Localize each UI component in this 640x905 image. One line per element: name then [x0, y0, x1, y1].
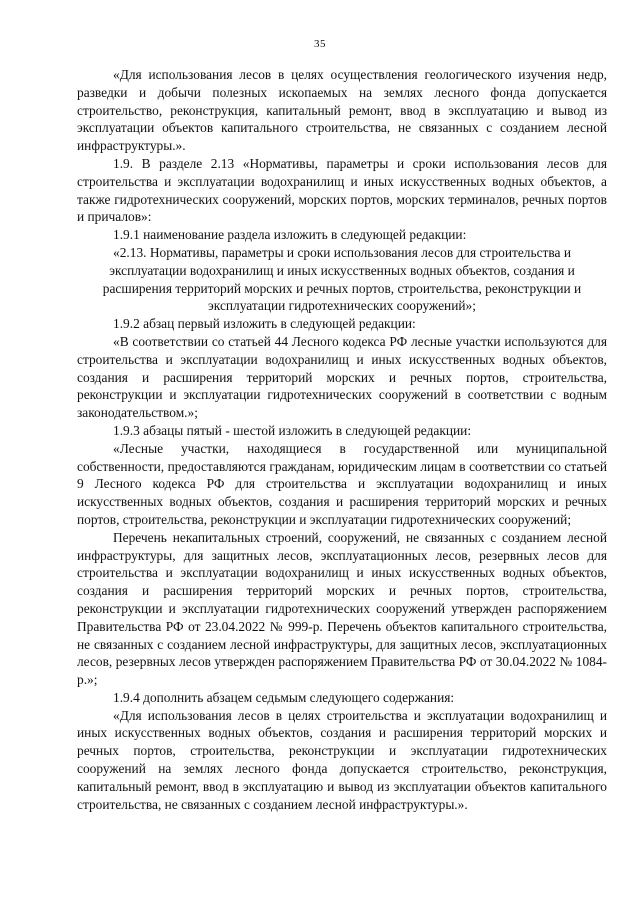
paragraph-quote-geology: «Для использования лесов в целях осуществления геологического изучения недр, разведки и добычи полезных ископаемых на землях лесного фонда допускается строительство, реконструкция, капитальный ремонт, ввод в эксплуатацию и вывод из эксплуатации объектов капитального строительства, не связанных с созданием лесной инфраструктуры.».: [77, 67, 607, 154]
paragraph-quote-reservoirs: «Для использования лесов в целях строительства и эксплуатации водохранилищ и иных искусственных водных объектов, создания и расширения территорий морских и речных портов, строительства, реконструкции и эксплуатации гидротехнических сооружений на землях лесного фонда допускается строительство, реконструкция, капитальный ремонт, ввод в эксплуатацию и вывод из эксплуатации объектов капитального строительства, не связанных с созданием лесной инфраструктуры.».: [77, 707, 607, 812]
paragraph-quote-land-plots: «Лесные участки, находящиеся в государственной или муниципальной собственности, предоставляются гражданам, юридическим лицам в соответствии со статьей 9 Лесного кодекса РФ для строительства и эксплуатации водохранилищ и иных искусственных водных объектов, создания и расширения территорий морских и речных портов, строительства, реконструкции и эксплуатации гидротехнических сооружений;: [77, 440, 607, 527]
paragraph-section-title-2-13: «2.13. Нормативы, параметры и сроки использования лесов для строительства и эксплуатации водохранилищ и иных искусственных водных объектов, создания и расширения территорий морских и речных портов, строительства, реконструкции и эксплуатации гидротехнических сооружений»;: [102, 244, 582, 314]
paragraph-list-of-structures: Перечень некапитальных строений, сооружений, не связанных с созданием лесной инфраструктуры, для защитных лесов, эксплуатационных лесов, резервных лесов для строительства и эксплуатации водохранилищ и иных искусственных водных объектов, создания и расширения территорий морских и речных портов, строительства, реконструкции и эксплуатации гидротехнических сооружений утвержден распоряжением Правительства РФ от 23.04.2022 № 999-р. Перечень объектов капитального строительства, не связанных с созданием лесной инфраструктуры, для защитных лесов, эксплуатационных лесов, резервных лесов утвержден распоряжением Правительства РФ от 30.04.2022 № 1084-р.»;: [77, 529, 607, 688]
paragraph-1-9-1: 1.9.1 наименование раздела изложить в следующей редакции:: [113, 227, 467, 243]
page-number: 35: [314, 38, 326, 50]
paragraph-1-9-3: 1.9.3 абзацы пятый - шестой изложить в следующей редакции:: [113, 422, 472, 438]
paragraph-quote-article-44: «В соответствии со статьей 44 Лесного кодекса РФ лесные участки используются для строительства и эксплуатации водохранилищ и иных искусственных водных объектов, создания и расширения территорий морских и речных портов, строительства, реконструкции и эксплуатации гидротехнических сооружений в соответствии с водным законодательством.»;: [77, 333, 607, 421]
paragraph-1-9-2: 1.9.2 абзац первый изложить в следующей редакции:: [113, 316, 416, 332]
paragraph-1-9-4: 1.9.4 дополнить абзацем седьмым следующего содержания:: [113, 689, 455, 705]
paragraph-1-9: 1.9. В разделе 2.13 «Нормативы, параметры и сроки использования лесов для строительства и эксплуатации водохранилищ и иных искусственных водных объектов, а также гидротехнических сооружений, морских портов, морских терминалов, речных портов и причалов»:: [77, 155, 607, 225]
document-body: [77, 66, 607, 813]
